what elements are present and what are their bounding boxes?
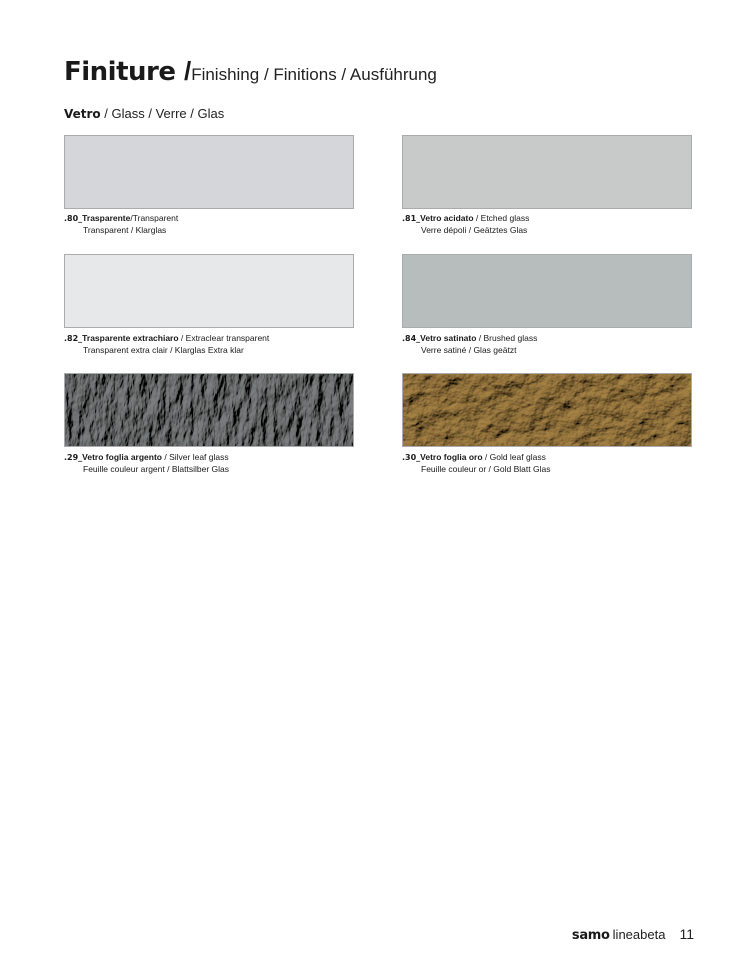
section-title: Vetro bbox=[64, 107, 101, 121]
finish-name-it: Vetro acidato bbox=[420, 213, 474, 223]
finish-name-it: Vetro foglia oro bbox=[420, 452, 483, 462]
swatch-80-fill bbox=[65, 136, 353, 208]
finish-name-fr-de: Verre satiné / Glas geätzt bbox=[421, 344, 517, 355]
finish-code: .81_ bbox=[402, 214, 421, 223]
finish-name-it: Trasparente bbox=[82, 213, 131, 223]
brand-logo: samo bbox=[571, 928, 610, 943]
finish-code: .30_ bbox=[402, 453, 421, 462]
product-line: lineabeta bbox=[612, 927, 666, 942]
caption-30 bbox=[402, 452, 702, 474]
caption-81 bbox=[402, 213, 702, 235]
swatch-81 bbox=[402, 135, 692, 209]
section-heading bbox=[64, 106, 224, 121]
finish-name-fr-de: Transparent extra clair / Klarglas Extra klar bbox=[83, 344, 244, 355]
swatch-29-fill bbox=[65, 374, 353, 446]
swatch-30-fill bbox=[403, 374, 691, 446]
finish-name-en: /Transparent bbox=[130, 213, 179, 223]
finish-name-fr-de: Feuille couleur or / Gold Blatt Glas bbox=[421, 463, 551, 474]
finish-name-en: / Brushed glass bbox=[476, 333, 538, 343]
finish-code: .84_ bbox=[402, 334, 421, 343]
swatch-29 bbox=[64, 373, 354, 447]
finish-code: .82_ bbox=[64, 334, 83, 343]
page-subtitle: Finishing / Finitions / Ausführung bbox=[191, 65, 437, 84]
page-footer bbox=[572, 926, 694, 944]
page-title: Finiture bbox=[64, 57, 176, 87]
finish-name-en: / Silver leaf glass bbox=[162, 452, 229, 462]
finish-name-fr-de: Feuille couleur argent / Blattsilber Glas bbox=[83, 463, 229, 474]
finish-name-fr-de: Verre dépoli / Geätztes Glas bbox=[421, 224, 528, 235]
caption-84 bbox=[402, 333, 702, 355]
finish-name-en: / Gold leaf glass bbox=[482, 452, 546, 462]
swatch-84 bbox=[402, 254, 692, 328]
page-number: 11 bbox=[679, 926, 694, 942]
swatch-30 bbox=[402, 373, 692, 447]
finish-name-it: Vetro foglia argento bbox=[82, 452, 162, 462]
finish-name-it: Vetro satinato bbox=[420, 333, 477, 343]
title-separator: / bbox=[183, 56, 192, 86]
swatch-84-fill bbox=[403, 255, 691, 327]
swatch-82-fill bbox=[65, 255, 353, 327]
finish-name-fr-de: Transparent / Klarglas bbox=[83, 224, 167, 235]
finish-name-en: / Etched glass bbox=[473, 213, 530, 223]
swatch-80 bbox=[64, 135, 354, 209]
finish-name-en: / Extraclear transparent bbox=[178, 333, 270, 343]
finish-code: .29_ bbox=[64, 453, 83, 462]
caption-29 bbox=[64, 452, 364, 474]
section-subtitle: / Glass / Verre / Glas bbox=[104, 106, 225, 121]
caption-82 bbox=[64, 333, 364, 355]
finish-name-it: Trasparente extrachiaro bbox=[82, 333, 179, 343]
finish-code: .80_ bbox=[64, 214, 83, 223]
caption-80 bbox=[64, 213, 364, 235]
page-title-row bbox=[64, 56, 437, 87]
swatch-81-fill bbox=[403, 136, 691, 208]
swatch-82 bbox=[64, 254, 354, 328]
